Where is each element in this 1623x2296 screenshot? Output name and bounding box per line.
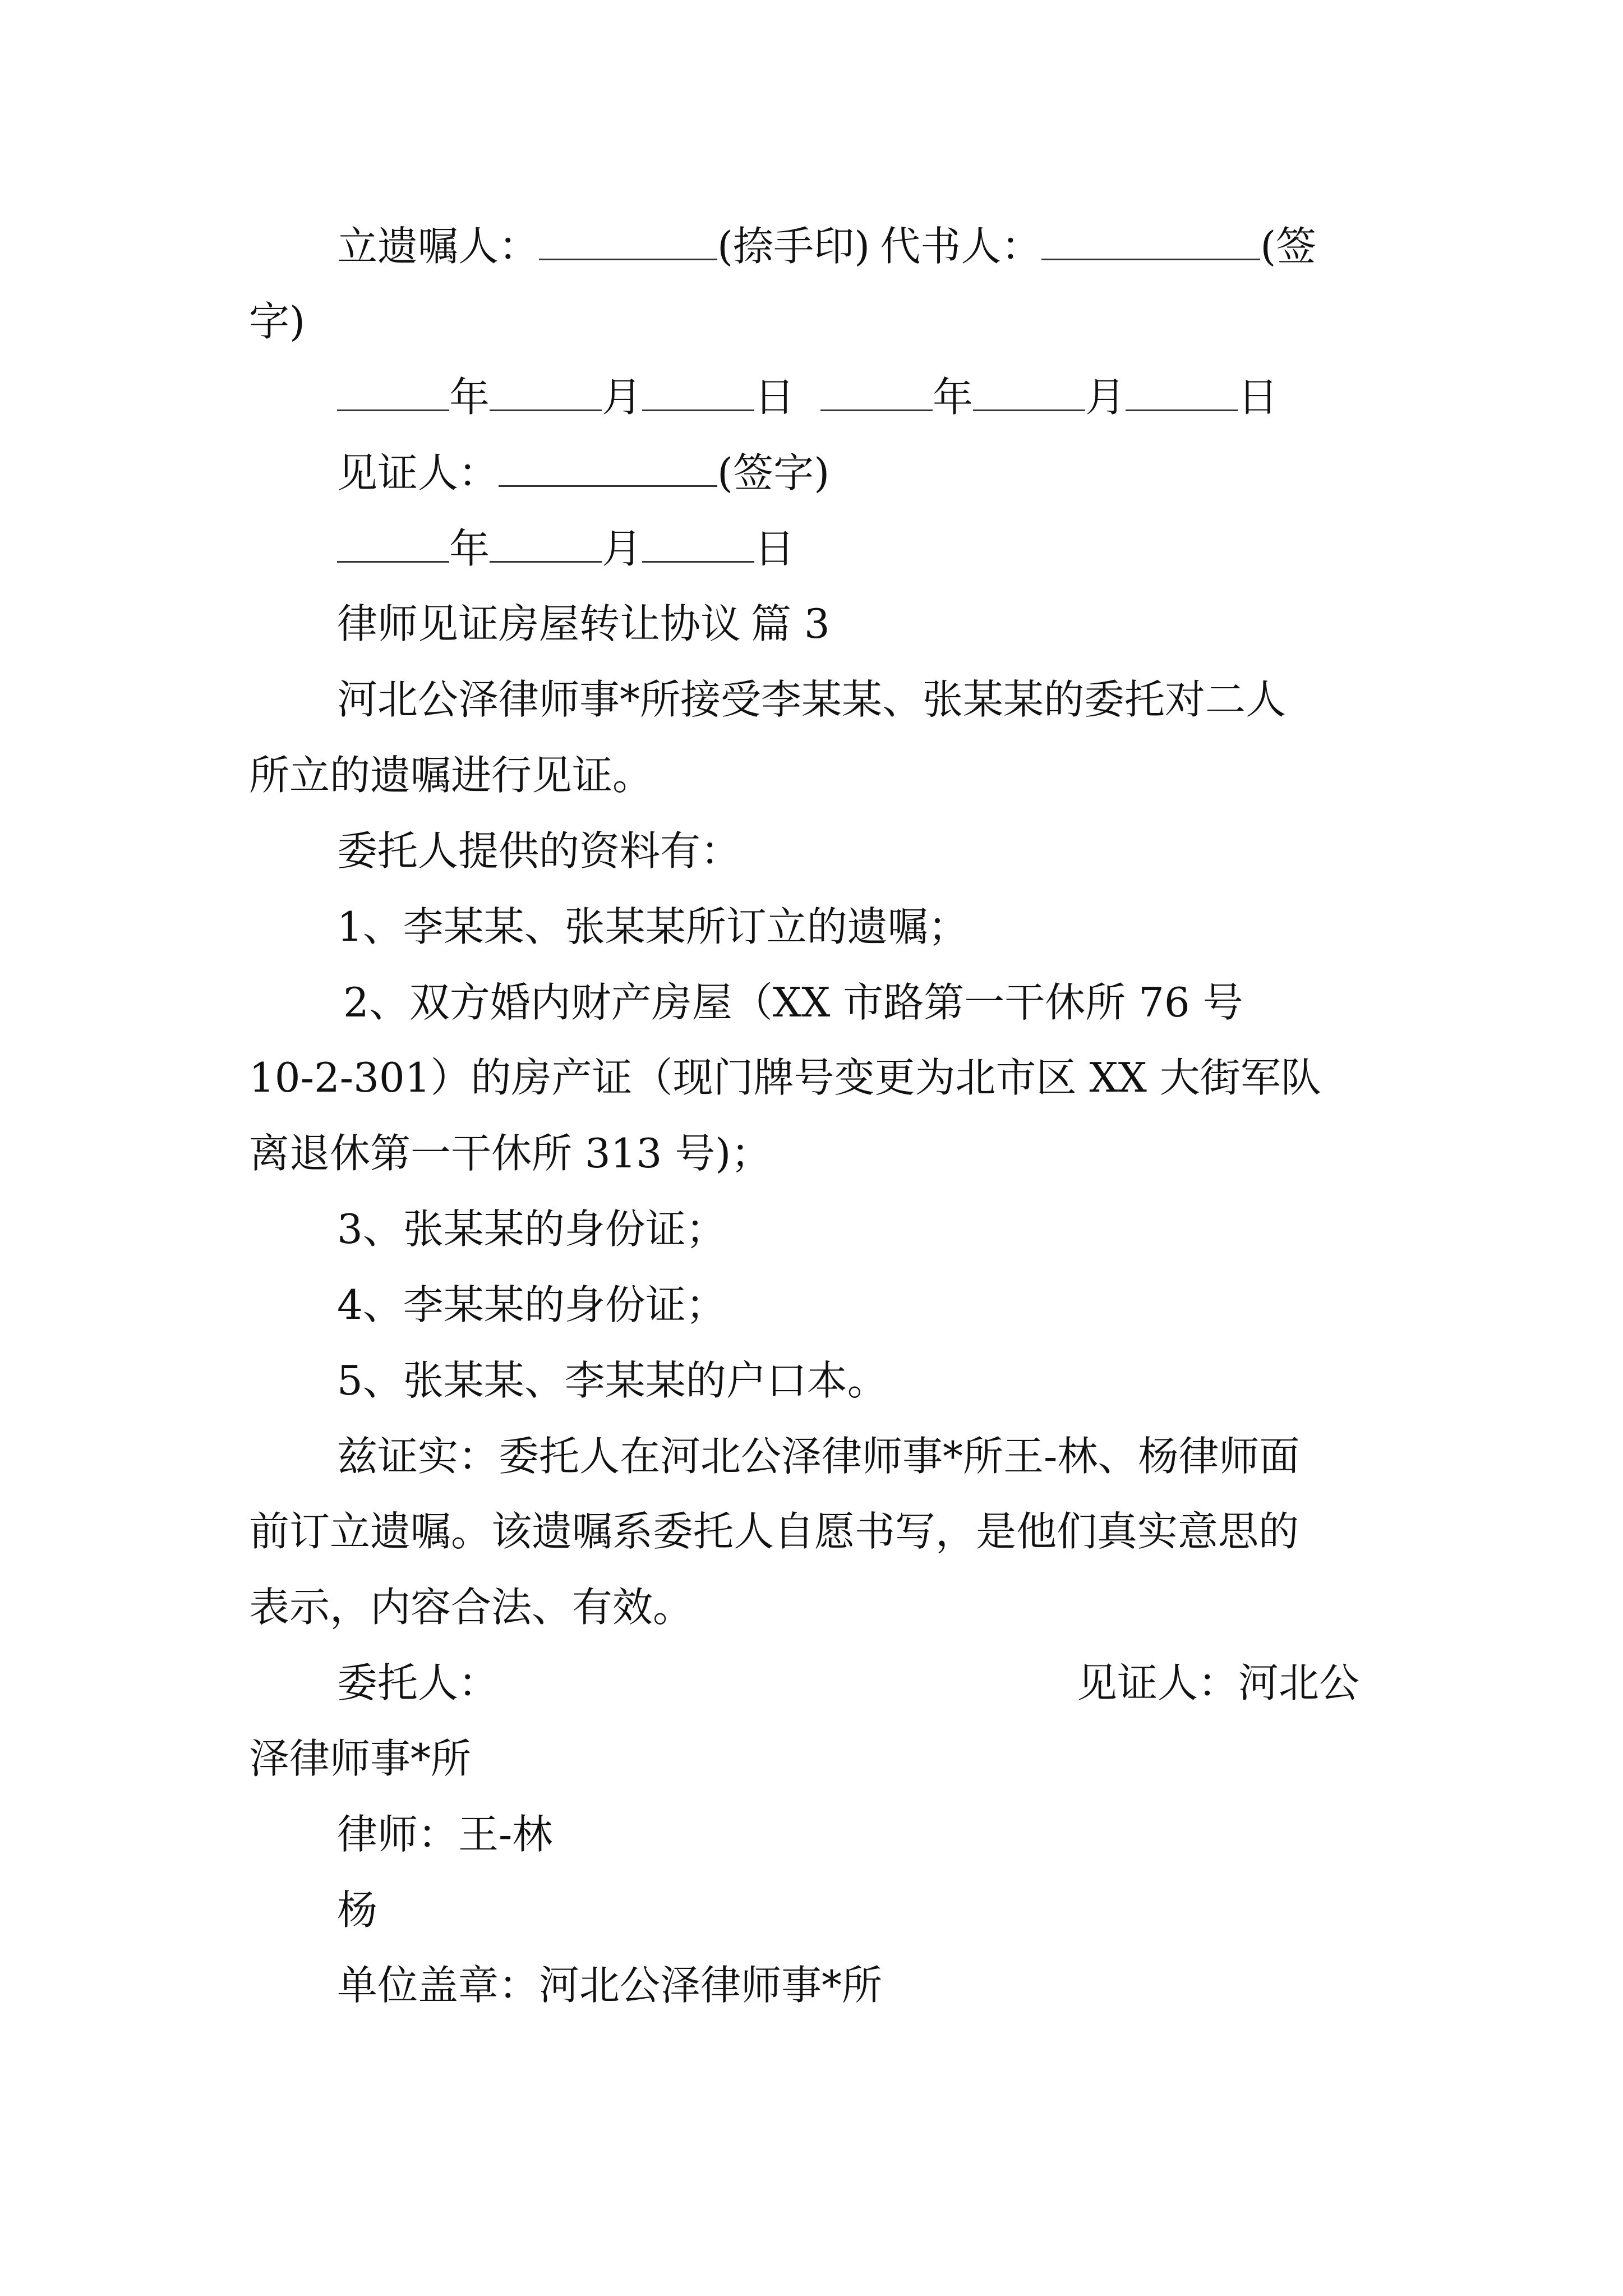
section-heading <box>337 596 830 652</box>
intro-line-2: 所立的遗嘱进行见证。 <box>249 752 653 799</box>
month-blank-3 <box>490 526 602 563</box>
article-title: 律师见证房屋转让协议 <box>337 600 741 647</box>
sign-note-part1: (签 <box>1260 223 1317 270</box>
sign-note-continuation <box>249 293 305 349</box>
testator-label: 立遗嘱人： <box>337 223 540 270</box>
proxy-label: 代书人： <box>880 223 1042 270</box>
witness-line <box>337 445 829 501</box>
seal-label: 单位盖章：河北公泽律师事*所 <box>337 1962 883 2009</box>
day-label-2: 日 <box>1238 374 1279 421</box>
month-label: 月 <box>602 374 643 421</box>
witness-sign-note: (签字) <box>717 449 830 496</box>
testator-signature-blank <box>539 224 717 260</box>
material-item-5: 5、张某某、李某某的户口本。 <box>337 1357 888 1404</box>
attestation-line-3: 表示，内容合法、有效。 <box>249 1584 694 1631</box>
date-line-single <box>337 521 795 577</box>
lawyer-second: 杨 <box>337 1887 378 1934</box>
date-line-double <box>337 369 1278 425</box>
attestation-line-2: 前订立遗嘱。该遗嘱系委托人自愿书写，是他们真实意思的 <box>249 1508 1299 1555</box>
year-blank <box>337 375 449 411</box>
year-label-3: 年 <box>449 525 490 572</box>
witness-label: 见证人： <box>337 449 499 496</box>
client-label: 委托人： <box>337 1659 499 1706</box>
year-blank-2 <box>820 375 933 411</box>
attestation-line-1: 兹证实：委托人在河北公泽律师事*所王-林、杨律师面 <box>337 1433 1300 1480</box>
material-item-2-line-1: 2、双方婚内财产房屋（XX 市路第一干休所 76 号 <box>343 979 1243 1026</box>
day-label: 日 <box>754 374 795 421</box>
material-item-1: 1、李某某、张某某所订立的遗嘱； <box>337 903 969 950</box>
witness-firm-label: 见证人：河北公 <box>1077 1659 1360 1706</box>
section-label: 篇 3 <box>751 600 830 647</box>
year-blank-3 <box>337 526 449 563</box>
day-label-3: 日 <box>754 525 795 572</box>
materials-heading: 委托人提供的资料有： <box>337 827 741 875</box>
year-label: 年 <box>449 374 490 421</box>
day-blank-2 <box>1126 375 1238 411</box>
witness-firm-continuation: 泽律师事*所 <box>249 1735 472 1782</box>
lawyer-label: 律师：王-林 <box>337 1811 553 1858</box>
month-blank-2 <box>973 375 1085 411</box>
witness-signature-blank <box>499 450 717 487</box>
material-item-3: 3、张某某的身份证； <box>337 1205 726 1253</box>
material-item-4: 4、李某某的身份证； <box>337 1281 726 1328</box>
intro-line-1: 河北公泽律师事*所接受李某某、张某某的委托对二人 <box>337 676 1287 723</box>
month-label-3: 月 <box>602 525 643 572</box>
month-blank <box>490 375 602 411</box>
testator-line <box>337 218 1316 274</box>
month-label-2: 月 <box>1085 374 1126 421</box>
thumbprint-note: (捺手印) <box>717 223 870 270</box>
proxy-signature-blank <box>1041 224 1260 260</box>
material-item-2-line-3: 离退休第一干休所 313 号)； <box>249 1130 772 1177</box>
day-blank-3 <box>642 526 754 563</box>
year-label-2: 年 <box>933 374 974 421</box>
sign-note-part2: 字) <box>249 298 306 345</box>
day-blank <box>642 375 754 411</box>
material-item-2-line-2: 10-2-301）的房产证（现门牌号变更为北市区 XX 大街军队 <box>249 1054 1321 1101</box>
